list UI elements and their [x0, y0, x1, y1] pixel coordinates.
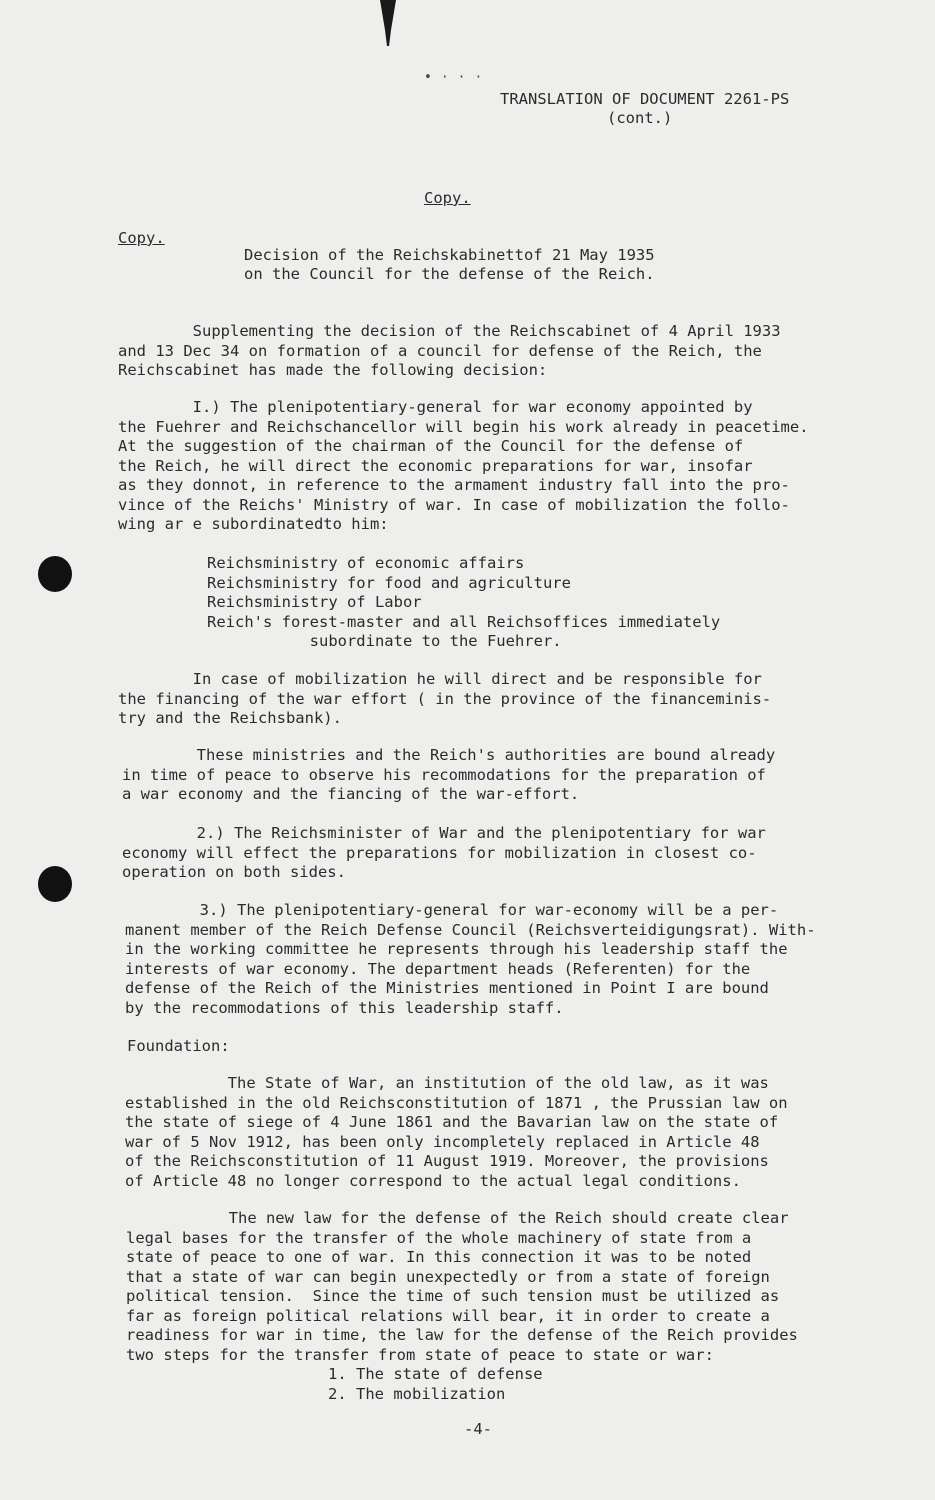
text-line: defense of the Reich of the Ministries mentioned in Point I are bound [125, 979, 769, 997]
list-item: subordinate to the Fuehrer. [207, 632, 562, 650]
intro-paragraph [118, 322, 781, 381]
steps-list [328, 1365, 543, 1404]
text-line: by the recommodations of this leadership staff. [125, 998, 564, 1017]
staple-mark [378, 0, 398, 46]
text-line: political tension. Since the time of such tension must be utilized as [126, 1287, 780, 1305]
list-item: Reich's forest-master and all Reichsoffices immediately [207, 612, 721, 631]
text-line: 3.) The plenipotentiary-general for war-economy will be a per- [125, 901, 779, 919]
text-line: 2.) The Reichsminister of War and the plenipotentiary for war [122, 824, 766, 842]
list-item: Reichsministry for food and agriculture [207, 573, 571, 592]
text-line: The new law for the defense of the Reich should create clear [126, 1209, 789, 1227]
text-line: a war economy and the fiancing of the war-effort. [122, 785, 580, 803]
text-line: of the Reichsconstitution of 11 August 1919. Moreover, the provisions [125, 1152, 769, 1170]
list-item: Reichsministry of economic affairs [207, 554, 525, 572]
text-line: in time of peace to observe his recommodations for the preparation of [122, 765, 766, 784]
text-line: economy will effect the preparations for mobilization in closest co- [122, 843, 757, 862]
foundation-paragraph-1 [125, 1074, 788, 1191]
ministries-list [207, 554, 720, 652]
text-line: that a state of war can begin unexpectedly or from a state of foreign [126, 1267, 770, 1286]
text-line: try and the Reichsbank). [118, 709, 342, 727]
text-line: I.) The plenipotentiary-general for war economy appointed by [118, 398, 753, 416]
text-line: The State of War, an institution of the old law, as it was [125, 1074, 769, 1092]
text-line: established in the old Reichsconstitution of 1871 , the Prussian law on [125, 1093, 788, 1112]
text-line: vince of the Reichs' Ministry of war. In case of mobilization the follo- [118, 495, 790, 514]
text-line: two steps for the transfer from state of peace to state or war: [126, 1345, 714, 1364]
text-line: of Article 48 no longer correspond to the actual legal conditions. [125, 1171, 741, 1190]
text-line: readiness for war in time, the law for the defense of the Reich provides [126, 1326, 798, 1344]
text-line: the Fuehrer and Reichschancellor will begin his work already in peacetime. [118, 417, 809, 436]
text-line: legal bases for the transfer of the whole machinery of state from a [126, 1228, 752, 1247]
punch-hole-icon [38, 556, 72, 592]
document-header-cont: (cont.) [607, 109, 673, 127]
punch-hole-icon [38, 866, 72, 902]
list-item: Reichsministry of Labor [207, 593, 422, 611]
text-line: the state of siege of 4 June 1861 and the Bavarian law on the state of [125, 1113, 779, 1131]
copy-heading-left: Copy. [118, 229, 165, 247]
bound-paragraph [122, 746, 775, 805]
point-2-paragraph [122, 824, 766, 883]
text-line: the financing of the war effort ( in the province of the financeminis- [118, 689, 772, 708]
point-3-paragraph [125, 901, 816, 1018]
document-header-title: TRANSLATION OF DOCUMENT 2261-PS [500, 90, 790, 108]
list-item: 2. The mobilization [328, 1384, 506, 1403]
foundation-label: Foundation: [127, 1037, 230, 1055]
text-line: operation on both sides. [122, 863, 346, 881]
foundation-paragraph-2 [126, 1209, 798, 1365]
decision-title-line1: Decision of the Reichskabinettof 21 May 1935 [244, 246, 655, 264]
text-line: manent member of the Reich Defense Council (Reichsverteidigungsrat). With- [125, 920, 816, 939]
financing-paragraph [118, 670, 771, 729]
text-line: state of peace to one of war. In this connection it was to be noted [126, 1248, 752, 1266]
point-1-paragraph [118, 398, 809, 535]
text-line: These ministries and the Reich's authorities are bound already [122, 746, 776, 764]
text-line: At the suggestion of the chairman of the Council for the defense of [118, 437, 744, 455]
text-line: In case of mobilization he will direct and be responsible for [118, 670, 762, 688]
text-line: as they donnot, in reference to the armament industry fall into the pro- [118, 476, 790, 494]
text-line: wing ar e subordinatedto him: [118, 515, 389, 533]
text-line: Reichscabinet has made the following decision: [118, 361, 548, 379]
text-line: interests of war economy. The department heads (Referenten) for the [125, 959, 751, 978]
text-line: the Reich, he will direct the economic preparations for war, insofar [118, 456, 753, 475]
text-line: far as foreign political relations will bear, it in order to create a [126, 1306, 770, 1325]
text-line: Supplementing the decision of the Reichscabinet of 4 April 1933 [118, 322, 781, 340]
list-item: 1. The state of defense [328, 1365, 543, 1383]
text-line: war of 5 Nov 1912, has been only incompletely replaced in Article 48 [125, 1132, 760, 1151]
text-line: in the working committee he represents through his leadership staff the [125, 940, 788, 958]
text-line: and 13 Dec 34 on formation of a council for defense of the Reich, the [118, 341, 762, 360]
page-number: -4- [464, 1420, 492, 1438]
dots-mark: •··· [424, 70, 492, 85]
decision-title-line2: on the Council for the defense of the Reich. [244, 265, 655, 283]
copy-heading-center: Copy. [424, 189, 471, 207]
